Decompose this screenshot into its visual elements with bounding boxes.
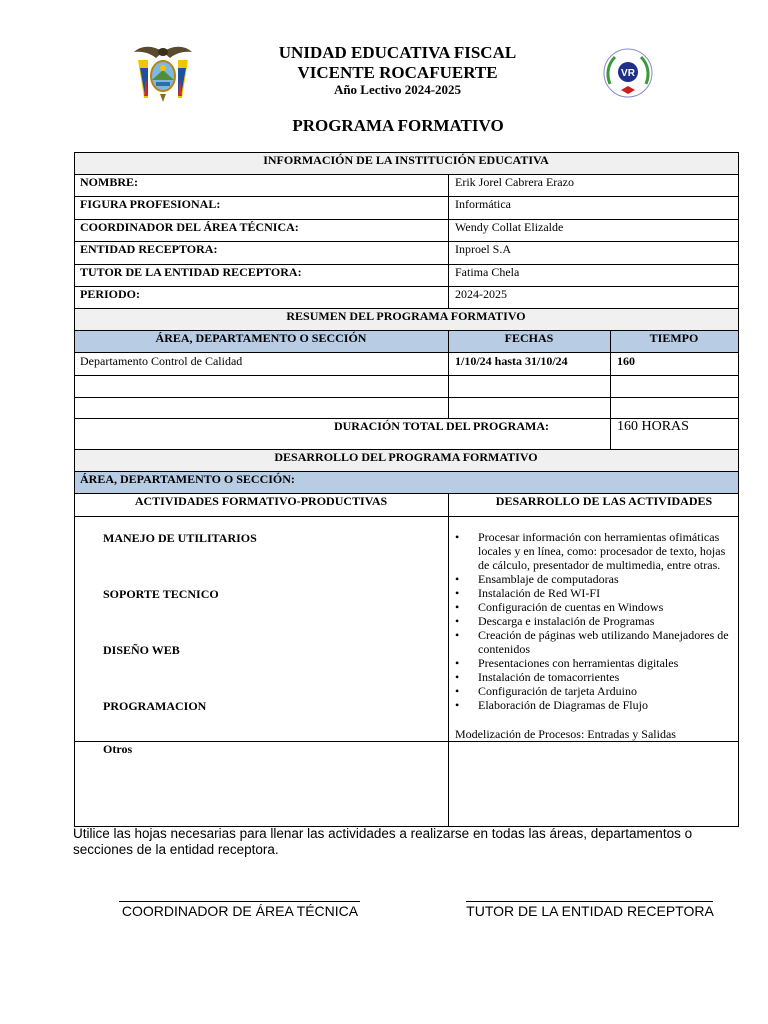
instruction-note: Utilice las hojas necesarias para llenar las actividades a realizarse en todas las áreas, departamentos o secciones de la entidad receptora. [73,826,693,857]
signature-line-tutor [466,901,713,902]
summary-section-heading: RESUMEN DEL PROGRAMA FORMATIVO [286,309,526,323]
development-item: • Configuración de tarjeta Arduino [455,684,755,698]
total-duration-label: DURACIÓN TOTAL DEL PROGRAMA: [333,419,549,433]
value-entidad-receptora: Inproel S.A [455,242,511,256]
development-item: • Procesar información con herramientas ofimáticas locales y en línea, como: procesador de texto, hojas de cálculo, presentador de multimedia, entre otras. [455,530,728,572]
development-item: • Ensamblaje de computadoras [455,572,755,586]
school-year: Año Lectivo 2024-2025 [333,82,462,97]
development-list [455,530,755,712]
total-duration-value: 160 HORAS [617,419,689,434]
column-header-fechas: FECHAS [504,331,554,345]
summary-row-tiempo: 160 [617,354,635,368]
others-label: Otros [103,742,133,756]
development-area-label: ÁREA, DEPARTAMENTO O SECCIÓN: [80,472,295,486]
school-name-line2: VICENTE ROCAFUERTE [297,63,498,82]
signature-line-coordinator [119,901,360,902]
column-header-developments: DESARROLLO DE LAS ACTIVIDADES [495,494,713,508]
activity-item: SOPORTE TECNICO [103,587,219,601]
school-logo-initials: VR [621,68,635,79]
development-item: • Configuración de cuentas en Windows [455,600,755,614]
label-nombre: NOMBRE: [80,175,138,189]
school-name-line1: UNIDAD EDUCATIVA FISCAL [278,43,517,62]
label-figura-profesional: FIGURA PROFESIONAL: [80,197,221,211]
signature-label-tutor: TUTOR DE LA ENTIDAD RECEPTORA [466,903,714,919]
development-item: • Instalación de Red WI-FI [455,586,755,600]
activity-item: PROGRAMACION [103,699,207,713]
column-header-area: ÁREA, DEPARTAMENTO O SECCIÓN [155,331,367,345]
label-entidad-receptora: ENTIDAD RECEPTORA: [80,242,218,256]
value-tutor: Fatima Chela [455,265,520,279]
label-periodo: PERIODO: [80,287,140,301]
label-tutor: TUTOR DE LA ENTIDAD RECEPTORA: [80,265,302,279]
column-header-tiempo: TIEMPO [649,331,699,345]
development-item: • Instalación de tomacorrientes [455,670,755,684]
summary-row-fechas: 1/10/24 hasta 31/10/24 [455,354,568,368]
document-title: PROGRAMA FORMATIVO [292,116,504,135]
value-nombre: Erik Jorel Cabrera Erazo [455,175,574,189]
school-logo [593,44,663,102]
value-coordinador: Wendy Collat Elizalde [455,220,564,234]
activity-item: MANEJO DE UTILITARIOS [103,531,257,545]
development-item: • Descarga e instalación de Programas [455,614,755,628]
development-section-heading: DESARROLLO DEL PROGRAMA FORMATIVO [274,450,538,464]
value-periodo: 2024-2025 [455,287,507,301]
institution-section-heading: INFORMACIÓN DE LA INSTITUCIÓN EDUCATIVA [263,153,549,167]
development-item: • Creación de páginas web utilizando Manejadores de contenidos [455,628,753,656]
development-item: • Elaboración de Diagramas de Flujo [455,698,755,712]
ecuador-coat-of-arms-logo [130,38,196,104]
activity-item: DISEÑO WEB [103,643,180,657]
value-figura-profesional: Informática [455,197,511,211]
development-trailing-text: Modelización de Procesos: Entradas y Salidas [455,727,676,741]
signature-label-coordinator: COORDINADOR DE ÁREA TÉCNICA [121,903,359,919]
development-item: • Presentaciones con herramientas digitales [455,656,755,670]
label-coordinador: COORDINADOR DEL ÁREA TÉCNICA: [80,220,299,234]
summary-row-area: Departamento Control de Calidad [80,354,243,368]
column-header-activities: ACTIVIDADES FORMATIVO-PRODUCTIVAS [134,494,388,508]
